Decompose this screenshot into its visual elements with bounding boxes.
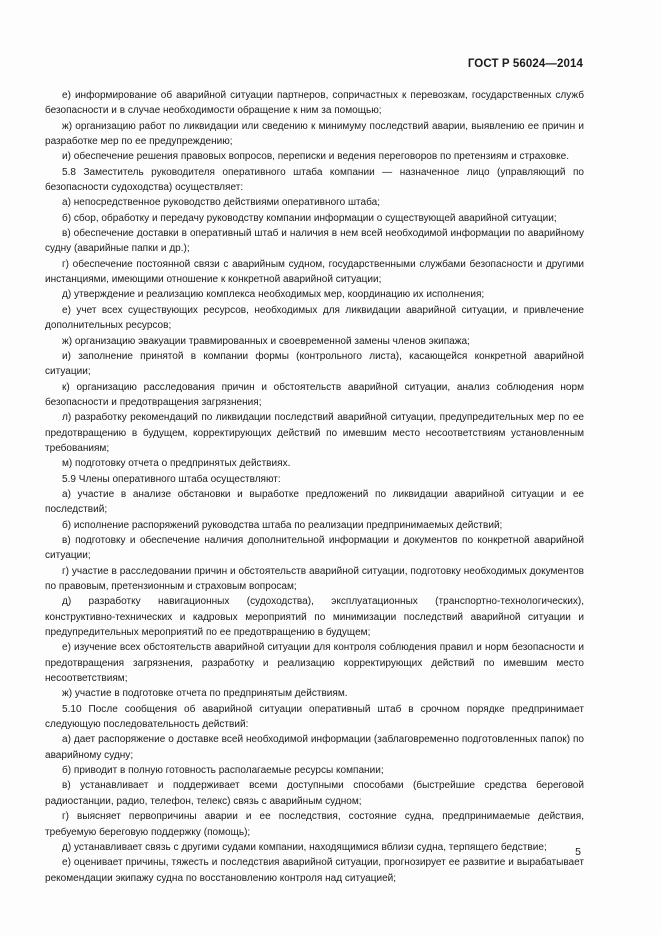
paragraph: и) обеспечение решения правовых вопросов, переписки и ведения переговоров по претензиям и страховке. [62, 151, 570, 163]
paragraph: в) обеспечение доставки в оперативный штаб и наличия в нем всей необходимой информации по аварийному судну (аварийные папки и др.); [45, 228, 584, 255]
paragraph: д) разработку навигационных (судоходства), эксплуатационных (транспортно-технологических), конструктивно-технических и кадровых мероприятий по минимизации последствий аварийной ситуации и предупредительных мероприятий по ее предотвращению в будущем; [45, 596, 584, 639]
paragraph: е) учет всех существующих ресурсов, необходимых для ликвидации аварийной ситуации, и привлечение дополнительных ресурсов; [45, 304, 584, 332]
paragraph: к) организацию расследования причин и обстоятельств аварийной ситуации, анализ соблюдения норм безопасности и предотвращения загрязнения; [45, 381, 584, 408]
paragraph: б) исполнение распоряжений руководства штаба по реализации предпринимаемых действий; [62, 519, 503, 531]
paragraph: ж) организацию работ по ликвидации или сведению к минимуму последствий аварии, выявлению ее причин и разработке мер по ее предупреждению; [45, 120, 584, 148]
paragraph: г) участие в расследовании причин и обстоятельств аварийной ситуации, подготовку необходимых документов по правовым, претензионным и страховым вопросам; [45, 565, 584, 592]
paragraph: и) заполнение принятой в компании формы (контрольного листа), касающейся конкретной аварийной ситуации; [45, 350, 584, 378]
paragraph: 5.10 После сообщения об аварийной ситуации оперативный штаб в срочном порядке предпринимает следующую последовательность действий: [45, 703, 584, 731]
paragraph: е) оценивает причины, тяжесть и последствия аварийной ситуации, прогнозирует ее развитие и вырабатывает рекомендации экипажу судна по восстановлению контроля над ситуацией; [45, 857, 584, 884]
paragraph: м) подготовку отчета о предпринятых действиях. [62, 458, 291, 470]
paragraph: б) приводит в полную готовность располагаемые ресурсы компании; [62, 765, 384, 777]
paragraph: г) обеспечение постоянной связи с аварийным судном, государственными службами безопасности и другими инстанциями, имеющими отношение к конкретной аварийной ситуации; [45, 258, 584, 286]
paragraph: а) участие в анализе обстановки и выработке предложений по ликвидации аварийной ситуации и ее последствий; [45, 488, 584, 516]
paragraph: а) непосредственное руководство действиями оперативного штаба; [62, 197, 381, 209]
paragraph: 5.9 Члены оперативного штаба осуществляют: [62, 473, 281, 485]
paragraph: е) изучение всех обстоятельств аварийной ситуации для контроля соблюдения правил и норм безопасности и предотвращения загрязнения, разработку и реализацию корректирующих действий по имевшим место несоответствиям; [45, 642, 584, 685]
paragraph: г) выясняет первопричины аварии и ее последствия, состояние судна, предпринимаемые действия, требуемую береговую поддержку (помощь); [45, 811, 584, 838]
page-number: 5 [575, 846, 581, 858]
paragraph: а) дает распоряжение о доставке всей необходимой информации (заблаговременно подготовленных папок) по аварийному судну; [45, 734, 584, 761]
paragraph: ж) организацию эвакуации травмированных и своевременной замены членов экипажа; [62, 335, 470, 347]
paragraph: д) утверждение и реализацию комплекса необходимых мер, координацию их исполнения; [62, 289, 485, 301]
paragraph: в) подготовку и обеспечение наличия дополнительной информации и документов по конкретной аварийной ситуации; [45, 534, 584, 562]
document-body [45, 88, 584, 886]
paragraph: ж) участие в подготовке отчета по предпринятым действиям. [62, 688, 348, 700]
paragraph: 5.8 Заместитель руководителя оперативного штаба компании — назначенное лицо (управляющий по безопасности судоходства) осуществляет: [45, 166, 584, 194]
paragraph: е) информирование об аварийной ситуации партнеров, сопричастных к перевозкам, государственных служб безопасности и в случае необходимости обращение к ним за помощью; [45, 90, 584, 117]
paragraph: в) устанавливает и поддерживает всеми доступными способами (быстрейшие средства береговой радиостанции, радио, телефон, телекс) связь с аварийным судном; [45, 780, 584, 807]
paragraph: л) разработку рекомендаций по ликвидации последствий аварийной ситуации, предупредительных мер по ее предотвращению в будущем, корректирующих действий по имевшим место несоответствиям установленным требованиям; [45, 412, 584, 454]
standard-header: ГОСТ Р 56024—2014 [467, 58, 583, 70]
paragraph: д) устанавливает связь с другими судами компании, находящимися вблизи судна, терпящего бедствие; [62, 841, 547, 853]
paragraph: б) сбор, обработку и передачу руководству компании информации о существующей аварийной ситуации; [62, 212, 557, 224]
